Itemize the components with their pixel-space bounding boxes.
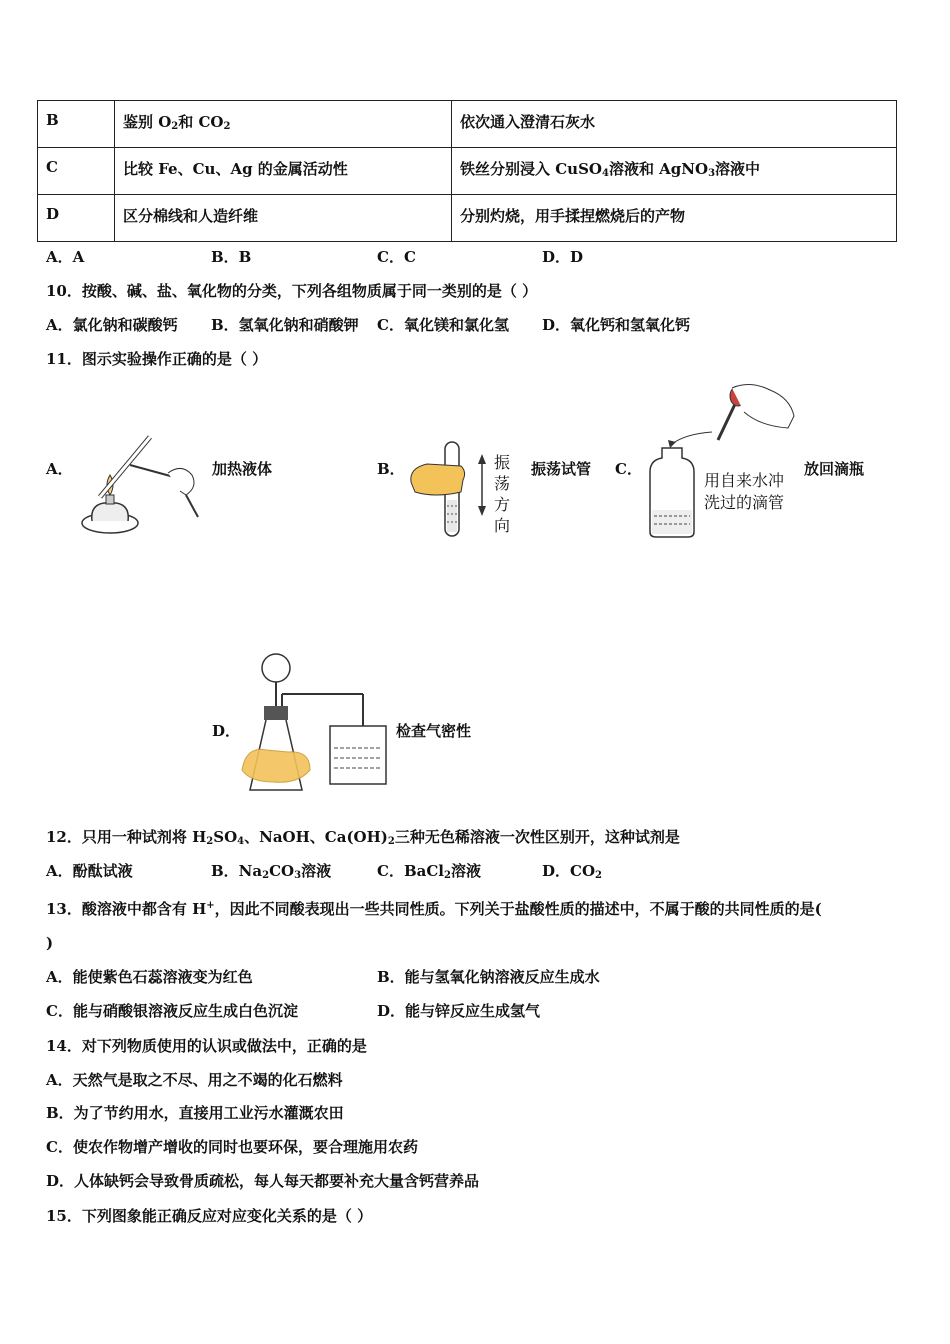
q13-option-a[interactable]: A．能使紫色石蕊溶液变为红色 [46,968,253,986]
q12-option-b[interactable]: B．$Na_2CO_3$溶液 [211,862,332,881]
q11-option-c-letter[interactable]: C． [615,460,642,478]
q11-option-d-caption: 检查气密性 [396,722,472,740]
q12-option-d[interactable]: D．$CO_2$ [542,862,602,881]
q9-option-c[interactable]: C．C [377,248,416,266]
q10-option-d[interactable]: D．氧化钙和氢氧化钙 [542,316,691,334]
q14-option-c[interactable]: C．使农作物增产增收的同时也要环保，要合理施用农药 [46,1138,418,1156]
q13-stem: 13．酸溶液中都含有 H+，因此不同酸表现出一些共同性质。下列关于盐酸性质的描述中，不属于酸的共同性质的是( [46,900,822,918]
q11-option-c-caption: 放回滴瓶 [804,460,865,478]
q11-option-b-letter[interactable]: B． [377,460,405,478]
q9-option-a[interactable]: A．A [46,248,85,266]
q13-stem-tail: ) [46,934,54,952]
q14-option-d[interactable]: D．人体缺钙会导致骨质疏松，每人每天都要补充大量含钙营养品 [46,1172,480,1190]
q12-option-a[interactable]: A．酚酞试液 [46,862,133,880]
row-method: 铁丝分别浸入 CuSO$_4$溶液和 AgNO$_3$溶液中 [452,148,897,195]
q12-option-c[interactable]: C．BaCl$_2$溶液 [377,862,481,881]
q13-option-d[interactable]: D．能与锌反应生成氢气 [377,1002,541,1020]
q9-option-b[interactable]: B．B [211,248,252,266]
dropper-bottle-figure [640,382,800,542]
q11-option-b-caption: 振荡试管 [531,460,592,478]
q11-option-d-letter[interactable]: D． [212,722,241,740]
q11-option-a-letter[interactable]: A． [46,460,73,478]
q14-stem: 14．对下列物质使用的认识或做法中，正确的是 [46,1037,367,1055]
row-method: 分别灼烧，用手揉捏燃烧后的产物 [452,195,897,242]
row-purpose: 区分棉线和人造纤维 [115,195,452,242]
table-row [38,195,897,242]
q11-option-a-caption: 加热液体 [212,460,273,478]
arrow-char: 荡 [494,474,511,493]
dropper-note-line: 洗过的滴管 [704,493,785,512]
row-method: 依次通入澄清石灰水 [452,101,897,148]
q13-option-b[interactable]: B．能与氢氧化钠溶液反应生成水 [377,968,600,986]
row-purpose: 鉴别 $O_2$和 $CO_2$ [115,101,452,148]
row-key: D [38,195,115,242]
q11-stem: 11．图示实验操作正确的是（ ） [46,350,268,368]
q13-option-c[interactable]: C．能与硝酸银溶液反应生成白色沉淀 [46,1002,298,1020]
row-key: C [38,148,115,195]
q12-stem: 12．只用一种试剂将 $H_2SO_4$、NaOH、$Ca(OH)_2$三种无色稀溶液一次性区别开，这种试剂是 [46,828,680,847]
dropper-note-line: 用自来水冲 [704,471,785,490]
dropper-note [704,470,784,514]
q15-stem: 15．下列图象能正确反应对应变化关系的是（ ） [46,1207,373,1225]
arrow-char: 向 [494,516,511,535]
q10-stem: 10．按酸、碱、盐、氧化物的分类，下列各组物质属于同一类别的是（ ） [46,282,538,300]
table-row [38,148,897,195]
table-row [38,101,897,148]
airtightness-check-figure [238,650,393,800]
arrow-char: 振 [494,453,511,472]
q14-option-b[interactable]: B．为了节约用水，直接用工业污水灌溉农田 [46,1104,344,1122]
shake-direction-label [494,452,510,536]
shaking-test-tube-figure [405,440,495,540]
heating-liquid-figure [70,425,210,540]
q9-option-d[interactable]: D．D [542,248,584,266]
q10-option-a[interactable]: A．氯化钠和碳酸钙 [46,316,178,334]
q10-option-c[interactable]: C．氧化镁和氯化氢 [377,316,509,334]
q10-option-b[interactable]: B．氢氧化钠和硝酸钾 [211,316,359,334]
row-key: B [38,101,115,148]
options-table [37,100,897,242]
q14-option-a[interactable]: A．天然气是取之不尽、用之不竭的化石燃料 [46,1071,343,1089]
arrow-char: 方 [494,495,511,514]
row-purpose: 比较 Fe、Cu、Ag 的金属活动性 [115,148,452,195]
